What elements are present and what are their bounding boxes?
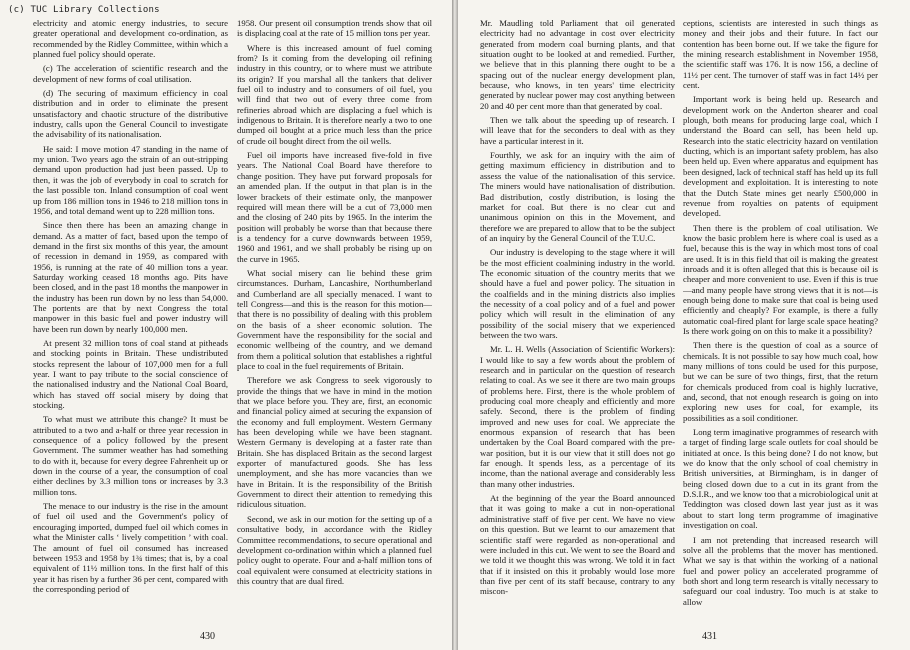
paragraph: At present 32 million tons of coal stand at pitheads and stocking points in Britain. These undistributed stocks represent the labour of 107,000 men for a full year. I want to pay tribute to the social conscience of the nationalised industry and the National Coal Board, which has staved off social misery by doing that stocking. xyxy=(33,337,228,411)
paragraph: Then we talk about the speeding up of research. I will leave that for the seconders to deal with as they have a particular interest in it. xyxy=(480,115,675,146)
paragraph: electricity and atomic energy industries, to secure greater operational and development co-ordination, as recommended by the Ridley Committee, within which a planned fuel policy should operate. xyxy=(33,18,228,60)
paragraph: I am not pretending that increased research will solve all the problems that the mover has mentioned. What we say is that within the working of a national fuel and power policy an accelerated programme of both short and long term research is vitally necessary to safeguard our coal industry. Too much is at stake to allow xyxy=(683,534,878,607)
paragraph: To what must we attribute this change? It must be attributed to a two and a-half or three year recession in consequence of a policy followed by the present Government. The summer weather has had something to do with it, because for every degree Fahrenheit up or down in the course of a year, the consumption of coal either declines by 3.3 million tons or increases by 3.3 million tons. xyxy=(33,414,228,497)
paragraph: Mr. L. H. Wells (Association of Scientific Workers): I would like to say a few words about the problem of research and in particular on the question of research relating to coal. As we see it there are two main groups of problems here. First, there is the whole problem of producing coal more cheaply and efficiently and more safely. Second, there is the problem of finding improved and new uses for coal. We appreciate the enormous expansion of research that has been undertaken by the Coal Board compared with the pre-war position, but it is our view that it still does not go far enough. It spends less, as a percentage of its income, than the national average and considerably less than many other industries. xyxy=(480,344,675,489)
paragraph: Then there is the problem of coal utilisation. We know the basic problem here is where coal is used as a fuel, because this is the way in which most tons of coal are used. It is in this field that oil is making the greatest inroads and it is often alleged that this is because oil is cheaper and more convenient to use. Even if this is true—and many people have strong views that it is not—is enough being done to make sure that coal is being used efficiently and cheaply? For example, is there a fully automatic coal-fired plant for large scale space heating? Is there work going on on this to make it a possibility? xyxy=(683,222,878,336)
paragraph: Fuel oil imports have increased five-fold in five years. The National Coal Board have therefore to change position. They have put forward proposals for an amended plan. If the output in that plan is in the lower brackets of their estimate only, the manpower required will mean there will be a cut of 73,000 men and the closing of 240 pits by 1965. In the interim the position will probably be worse than that because there is a tendency for a curve downwards between 1959, 1960 and 1961, and we shall probably be rising up on the curve in 1965. xyxy=(237,150,432,264)
paragraph: What social misery can lie behind these grim circumstances. Durham, Lancashire, Northumberland and Cumberland are all specially menaced. I want to tell Congress—and this is the reason for this motion—that there is no possibility of dealing with this problem on the basis of a sheer economic solution. The Government have the responsibility for the social and economic wellbeing of the country, and we demand from them a political solution that establishes a rightful place to coal in the fuel requirements of Britain. xyxy=(237,267,432,371)
paragraph: ceptions, scientists are interested in such things as money and their jobs and their future. In fact our contention has been borne out. If we take the figure for the mining research establishment in November 1958, the scientific staff was 176. It is now 156, a decline of 11½ per cent. The turnover of staff was in fact 14½ per cent. xyxy=(683,18,878,91)
page-left xyxy=(0,0,452,650)
paragraph: Since then there has been an amazing change in demand. As a matter of fact, based upon the tempo of demand in the first six months of this year, the amount of recession in demand in 1959, as compared with 1956, is running at the rate of 40 million tons a year. Saturday working ceased 18 months ago. Pits have been closed, and in the past 18 months the manpower in the industry has been run down by no less than 54,000. The portents are that by next Congress the total manpower in this basic fuel and power industry will have been run down by nearly 100,000 men. xyxy=(33,220,228,334)
page-number-left: 430 xyxy=(200,631,215,642)
paragraph: (c) The acceleration of scientific research and the development of new forms of coal utilisation. xyxy=(33,63,228,84)
paragraph: Fourthly, we ask for an inquiry with the aim of getting maximum efficiency in distribution and to assess the value of the nationalisation of this service. The miners would have nationalisation of distribution. Bad distribution, costly distribution, is losing the market for coal. But there is no clear cut and unanimous opinion on this in the Movement, and therefore we are prepared to allow that to be the subject of an inquiry by the General Council of the T.U.C. xyxy=(480,150,675,243)
paragraph: (d) The securing of maximum efficiency in coal distribution and in order to eliminate the present unsatisfactory and chaotic structure of the distributive industry, calls upon the General Council to investigate the advisability of its nationalisation. xyxy=(33,88,228,140)
page-right xyxy=(458,0,910,650)
paragraph: Where is this increased amount of fuel coming from? Is it coming from the developing oil refining industry in this country, or to where must we attribute its origin? If you marshal all the tankers that deliver fuel oil to industry and to consumers of oil fuel, you will find that two out of every three come from refineries abroad which are displacing a fuel which is indigenous to Britain. It is therefore nearly a two to one dumped oil bought at a price much less than the price of crude oil bought direct from the oil wells. xyxy=(237,42,432,146)
paragraph: He said: I move motion 47 standing in the name of my union. Two years ago the strain of an out-stripping demand upon production had just been passed. Up to then, it was the job of everybody in coal to scratch for the last possible ton. Inland consumption of coal went up from 186 million tons in 1946 to 218 million tons in 1956, and total demand went up to 228 million tons. xyxy=(33,143,228,216)
paragraph: Therefore we ask Congress to seek vigorously to provide the things that we have in mind in the motion that we place before you. They are, first, an economic and financial policy aimed at securing the expansion of the economy and full employment. Western Germany has been developing while we have been stagnant. Western Germany is developing at a faster rate than Britain. She has displaced Britain as the second largest exporter of manufactured goods. She has less unemployment, and she has more vacancies than we have in Britain. It is the responsibility of the British Government to direct their attention to remedying this ridiculous situation. xyxy=(237,375,432,510)
paragraph: Our industry is developing to the stage where it will be the most efficient coalmining industry in the world. The economic situation of the country merits that we should have a fuel and power policy. The situation in the coalfields and in the mining districts also implies the necessity of a coal policy and of a fuel and power policy which will result in the elimination of any possibility of the social misery that we experienced between the two wars. xyxy=(480,247,675,340)
paragraph: Second, we ask in our motion for the setting up of a consultative body, in accordance with the Ridley Committee recommendations, to secure operational and development co-ordination within which a planned fuel policy ought to operate. Four and a-half million tons of coal equivalent were consumed at electricity stations in this country that are dual fired. xyxy=(237,513,432,586)
paragraph: Important work is being held up. Research and development work on the Anderton shearer and coal plough, both means for producing large coal, which I understand the Board can sell, has been held up. Research into the static electricity hazard on ventilation ducting, which is an important safety problem, has also been held up. Even where apparatus and equipment has been designed, lack of technical staff has held up its full development and exploitation. It is interesting to note that the Dutch State mines get nearly £500,000 in revenue from royalties on patents of equipment developed. xyxy=(683,94,878,219)
paragraph: Long term imaginative programmes of research with a target of finding large scale outlets for coal should be initiated at once. Is this being done? I do not know, but we do know that the only school of coal chemistry in British universities, at Birmingham, is in danger of being closed down due to a cut in its grant from the D.S.I.R., and we know too that a microbiological unit at Teddington was closed down last year just as it was about to start long term programme of imaginative investigation on coal. xyxy=(683,427,878,531)
paragraph: 1958. Our present oil consumption trends show that oil is displacing coal at the rate of 15 million tons per year. xyxy=(237,18,432,39)
left-column-2 xyxy=(237,18,432,618)
page-number-right: 431 xyxy=(702,631,717,642)
paragraph: Mr. Maudling told Parliament that oil generated electricity had no advantage in cost over electricity generated from modern coal burning plants, and that situation ought to be looked at and remedied. Further, we believe that in this planning there ought to be a spacing out of the nuclear energy development plan, because, who knows, in ten years' time electricity generated by nuclear power may cost anything between 20 and 40 per cent more than that generated by coal. xyxy=(480,18,675,111)
right-column-1 xyxy=(480,18,675,618)
paragraph: Then there is the question of coal as a source of chemicals. It is not possible to say how much coal, how many millions of tons could be used for this purpose, but we can be sure of two things, first, that the return for chemicals produced from coal is highly lucrative, and, second, that not enough research is going on into exploring new uses for coal, for example, its possibilities as a soil conditioner. xyxy=(683,340,878,423)
paragraph: The menace to our industry is the rise in the amount of fuel oil used and the Government's policy of encouraging imported, dumped fuel oil which comes in what the Minister calls ‘ lively competition ’ with coal. The amount of fuel oil consumed has increased between 1953 and 1958 by 1¾ times; that is, by a coal equivalent of 11½ million tons. In the first half of this year it has risen by a further 36 per cent, compared with the corresponding period of xyxy=(33,501,228,594)
paragraph: At the beginning of the year the Board announced that it was going to make a cut in non-operational administrative staff of five per cent. We have no view on this question. But we learnt to our amazement that scientific staff were regarded as non-operational and were included in this cut. We went to see the Board and we told it we thought this was wrong. We told it in fact that if it insisted on this it probably would lose more than five per cent of its staff because, contrary to any miscon- xyxy=(480,493,675,597)
watermark: (c) TUC Library Collections xyxy=(8,5,160,15)
right-column-2 xyxy=(683,18,878,618)
left-column-1 xyxy=(33,18,228,618)
